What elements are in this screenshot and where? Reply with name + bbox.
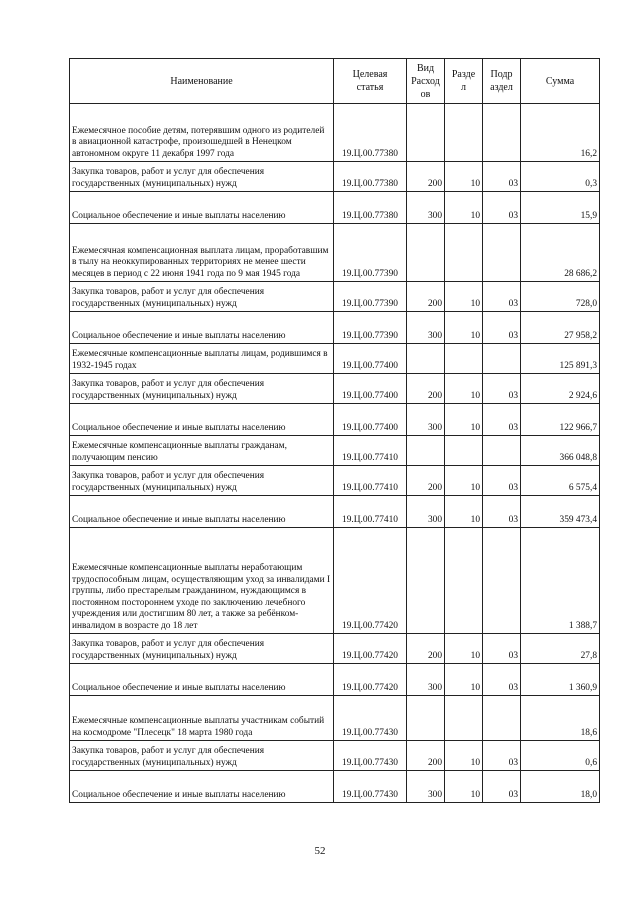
cell-target-article: 19.Ц.00.77380 — [334, 162, 407, 192]
cell-section — [445, 528, 483, 634]
cell-section: 10 — [445, 466, 483, 496]
cell-target-article: 19.Ц.00.77420 — [334, 634, 407, 664]
table-row — [70, 741, 600, 771]
cell-subsection — [483, 528, 521, 634]
cell-name: Ежемесячные компенсационные выплаты лицам, родившимся в 1932-1945 годах — [70, 344, 334, 374]
cell-section — [445, 104, 483, 162]
header-expense-type: Вид Расход ов — [407, 59, 445, 104]
cell-expense-type: 200 — [407, 466, 445, 496]
table-row — [70, 771, 600, 803]
cell-subsection: 03 — [483, 496, 521, 528]
cell-amount: 122 966,7 — [521, 404, 600, 436]
cell-subsection: 03 — [483, 664, 521, 696]
cell-subsection — [483, 344, 521, 374]
page-number: 52 — [314, 845, 326, 857]
cell-target-article: 19.Ц.00.77400 — [334, 404, 407, 436]
header-name: Наименование — [70, 59, 334, 104]
cell-target-article: 19.Ц.00.77420 — [334, 664, 407, 696]
cell-name: Социальное обеспечение и иные выплаты населению — [70, 192, 334, 224]
cell-amount: 2 924,6 — [521, 374, 600, 404]
cell-name: Закупка товаров, работ и услуг для обеспечения государственных (муниципальных) нужд — [70, 466, 334, 496]
cell-amount: 0,6 — [521, 741, 600, 771]
cell-amount: 0,3 — [521, 162, 600, 192]
table-row — [70, 496, 600, 528]
cell-target-article: 19.Ц.00.77430 — [334, 696, 407, 741]
table-row — [70, 664, 600, 696]
cell-section: 10 — [445, 374, 483, 404]
cell-amount: 1 360,9 — [521, 664, 600, 696]
cell-expense-type: 200 — [407, 741, 445, 771]
cell-amount: 18,6 — [521, 696, 600, 741]
cell-name: Закупка товаров, работ и услуг для обеспечения государственных (муниципальных) нужд — [70, 741, 334, 771]
cell-target-article: 19.Ц.00.77380 — [334, 192, 407, 224]
cell-subsection: 03 — [483, 771, 521, 803]
cell-section: 10 — [445, 312, 483, 344]
cell-subsection: 03 — [483, 741, 521, 771]
budget-table — [69, 58, 600, 803]
cell-name: Социальное обеспечение и иные выплаты населению — [70, 771, 334, 803]
table-row — [70, 282, 600, 312]
cell-expense-type — [407, 104, 445, 162]
cell-amount: 125 891,3 — [521, 344, 600, 374]
cell-name: Социальное обеспечение и иные выплаты населению — [70, 664, 334, 696]
header-section: Разде л — [445, 59, 483, 104]
cell-expense-type: 300 — [407, 496, 445, 528]
cell-target-article: 19.Ц.00.77390 — [334, 282, 407, 312]
cell-subsection — [483, 224, 521, 282]
table-row — [70, 192, 600, 224]
cell-subsection: 03 — [483, 404, 521, 436]
table-row — [70, 224, 600, 282]
cell-section — [445, 224, 483, 282]
cell-amount: 15,9 — [521, 192, 600, 224]
cell-target-article: 19.Ц.00.77390 — [334, 312, 407, 344]
cell-expense-type — [407, 344, 445, 374]
cell-name: Закупка товаров, работ и услуг для обеспечения государственных (муниципальных) нужд — [70, 634, 334, 664]
table-row — [70, 162, 600, 192]
cell-target-article: 19.Ц.00.77380 — [334, 104, 407, 162]
table-row — [70, 104, 600, 162]
cell-expense-type: 200 — [407, 162, 445, 192]
cell-section: 10 — [445, 664, 483, 696]
cell-expense-type: 300 — [407, 312, 445, 344]
table-row — [70, 374, 600, 404]
cell-expense-type: 300 — [407, 404, 445, 436]
cell-section — [445, 344, 483, 374]
table-row — [70, 528, 600, 634]
header-subsection: Подр аздел — [483, 59, 521, 104]
cell-subsection — [483, 104, 521, 162]
cell-section: 10 — [445, 192, 483, 224]
cell-target-article: 19.Ц.00.77430 — [334, 741, 407, 771]
cell-section: 10 — [445, 771, 483, 803]
cell-target-article: 19.Ц.00.77410 — [334, 466, 407, 496]
cell-target-article: 19.Ц.00.77400 — [334, 344, 407, 374]
cell-name: Социальное обеспечение и иные выплаты населению — [70, 404, 334, 436]
cell-target-article: 19.Ц.00.77410 — [334, 496, 407, 528]
cell-expense-type: 300 — [407, 771, 445, 803]
table-row — [70, 466, 600, 496]
cell-section — [445, 696, 483, 741]
cell-subsection: 03 — [483, 192, 521, 224]
cell-subsection: 03 — [483, 162, 521, 192]
cell-name: Ежемесячная компенсационная выплата лицам, проработавшим в тылу на неоккупированных территориях не менее шести месяцев в период с 22 июня 1941 года по 9 мая 1945 года — [70, 224, 334, 282]
cell-section: 10 — [445, 404, 483, 436]
cell-amount: 1 388,7 — [521, 528, 600, 634]
cell-name: Социальное обеспечение и иные выплаты населению — [70, 496, 334, 528]
cell-subsection: 03 — [483, 282, 521, 312]
cell-target-article: 19.Ц.00.77420 — [334, 528, 407, 634]
cell-section: 10 — [445, 634, 483, 664]
table-header-row — [70, 59, 600, 104]
table-row — [70, 634, 600, 664]
cell-target-article: 19.Ц.00.77430 — [334, 771, 407, 803]
cell-amount: 366 048,8 — [521, 436, 600, 466]
cell-expense-type: 200 — [407, 374, 445, 404]
cell-name: Закупка товаров, работ и услуг для обеспечения государственных (муниципальных) нужд — [70, 162, 334, 192]
cell-expense-type — [407, 224, 445, 282]
table-row — [70, 696, 600, 741]
cell-amount: 18,0 — [521, 771, 600, 803]
cell-expense-type: 300 — [407, 664, 445, 696]
table-row — [70, 404, 600, 436]
cell-expense-type: 300 — [407, 192, 445, 224]
cell-section: 10 — [445, 741, 483, 771]
cell-name: Ежемесячные компенсационные выплаты участникам событий на космодроме "Плесецк" 18 марта 1980 года — [70, 696, 334, 741]
cell-subsection: 03 — [483, 312, 521, 344]
cell-amount: 27 958,2 — [521, 312, 600, 344]
cell-expense-type: 200 — [407, 634, 445, 664]
cell-expense-type — [407, 436, 445, 466]
cell-subsection: 03 — [483, 374, 521, 404]
header-amount: Сумма — [521, 59, 600, 104]
cell-expense-type: 200 — [407, 282, 445, 312]
cell-name: Ежемесячное пособие детям, потерявшим одного из родителей в авиационной катастрофе, произошедшей в Ненецком автономном округе 11 декабря 1997 года — [70, 104, 334, 162]
cell-subsection — [483, 696, 521, 741]
cell-target-article: 19.Ц.00.77410 — [334, 436, 407, 466]
cell-target-article: 19.Ц.00.77390 — [334, 224, 407, 282]
table-row — [70, 344, 600, 374]
table-body — [70, 104, 600, 803]
cell-name: Закупка товаров, работ и услуг для обеспечения государственных (муниципальных) нужд — [70, 282, 334, 312]
cell-target-article: 19.Ц.00.77400 — [334, 374, 407, 404]
cell-expense-type — [407, 696, 445, 741]
cell-section: 10 — [445, 282, 483, 312]
cell-section — [445, 436, 483, 466]
cell-subsection: 03 — [483, 466, 521, 496]
cell-subsection — [483, 436, 521, 466]
cell-expense-type — [407, 528, 445, 634]
table-row — [70, 312, 600, 344]
cell-amount: 28 686,2 — [521, 224, 600, 282]
cell-section: 10 — [445, 162, 483, 192]
cell-name: Ежемесячные компенсационные выплаты гражданам, получающим пенсию — [70, 436, 334, 466]
cell-subsection: 03 — [483, 634, 521, 664]
cell-amount: 6 575,4 — [521, 466, 600, 496]
cell-amount: 16,2 — [521, 104, 600, 162]
cell-amount: 27,8 — [521, 634, 600, 664]
cell-name: Закупка товаров, работ и услуг для обеспечения государственных (муниципальных) нужд — [70, 374, 334, 404]
header-target-article: Целевая статья — [334, 59, 407, 104]
table-row — [70, 436, 600, 466]
cell-section: 10 — [445, 496, 483, 528]
cell-amount: 359 473,4 — [521, 496, 600, 528]
cell-name: Ежемесячные компенсационные выплаты неработающим трудоспособным лицам, осуществляющим уход за инвалидами I группы, либо престарелым гражданином, нуждающимся в постоянном постороннем уходе по заключению лечебного учреждения или достигшим 80 лет, а также за ребёнком-инвалидом в возрасте до 18 лет — [70, 528, 334, 634]
cell-amount: 728,0 — [521, 282, 600, 312]
cell-name: Социальное обеспечение и иные выплаты населению — [70, 312, 334, 344]
